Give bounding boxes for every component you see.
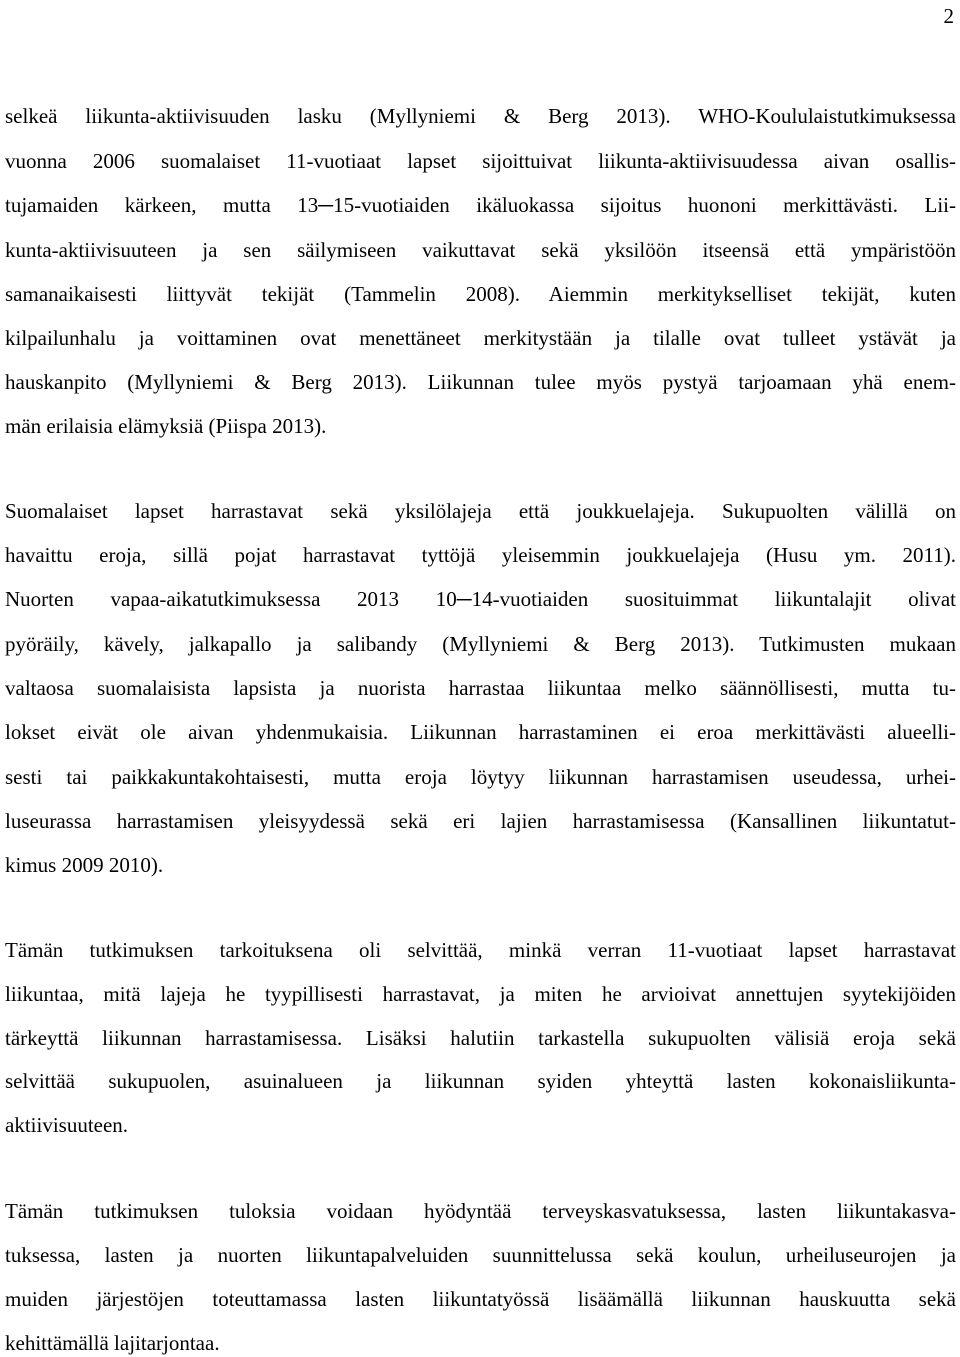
text-line: Tämän tutkimuksen tarkoituksena oli selvittää, minkä verran 11-vuotiaat lapset harrastavat [5,938,956,962]
text-line: Nuorten vapaa-aikatutkimuksessa 2013 10─14-vuotiaiden suosituimmat liikuntalajit olivat [5,587,956,611]
text-line: lokset eivät ole aivan yhdenmukaisia. Liikunnan harrastaminen ei eroa merkittävästi alueelli- [5,720,956,744]
text-line: män erilaisia elämyksiä (Piispa 2013). [5,414,327,438]
text-line: kimus 2009 2010). [5,853,164,877]
text-line: kunta-aktiivisuuteen ja sen säilymiseen vaikuttavat sekä yksilöön itseensä että ympäristöön [5,238,956,262]
text-line: luseurassa harrastamisen yleisyydessä sekä eri lajien harrastamisessa (Kansallinen liikuntatut- [5,809,956,833]
text-line: kehittämällä lajitarjontaa. [5,1331,220,1355]
text-line: Suomalaiset lapset harrastavat sekä yksilölajeja että joukkuelajeja. Sukupuolten välillä on [5,499,956,523]
text-line: valtaosa suomalaisista lapsista ja nuorista harrastaa liikuntaa melko säännöllisesti, mutta tu- [5,676,956,700]
text-line: liikuntaa, mitä lajeja he tyypillisesti harrastavat, ja miten he arvioivat annettujen syytekijöiden [5,982,956,1006]
text-line: tärkeyttä liikunnan harrastamisessa. Lisäksi halutiin tarkastella sukupuolten välisiä eroja sekä [5,1026,956,1050]
text-line: Tämän tutkimuksen tuloksia voidaan hyödyntää terveyskasvatuksessa, lasten liikuntakasva- [5,1199,956,1223]
text-line: selvittää sukupuolen, asuinalueen ja liikunnan syiden yhteyttä lasten kokonaisliikunta- [5,1069,956,1093]
text-line: pyöräily, kävely, jalkapallo ja salibandy (Myllyniemi & Berg 2013). Tutkimusten mukaan [5,632,956,656]
text-line: hauskanpito (Myllyniemi & Berg 2013). Liikunnan tulee myös pystyä tarjoamaan yhä enem- [5,370,956,394]
text-line: kilpailunhalu ja voittaminen ovat menettäneet merkitystään ja tilalle ovat tulleet ystävät ja [5,326,956,350]
text-line: sesti tai paikkakuntakohtaisesti, mutta eroja löytyy liikunnan harrastamisen useudessa, urhei- [5,765,956,789]
text-line: havaittu eroja, sillä pojat harrastavat tyttöjä yleisemmin joukkuelajeja (Husu ym. 2011). [5,543,956,567]
text-line: aktiivisuuteen. [5,1113,129,1137]
page-number: 2 [943,4,954,28]
text-line: muiden järjestöjen toteuttamassa lasten liikuntatyössä lisäämällä liikunnan hauskuutta sekä [5,1287,956,1311]
text-line: vuonna 2006 suomalaiset 11-vuotiaat lapset sijoittuivat liikunta-aktiivisuudessa aivan osallis- [5,149,956,173]
text-line: tuksessa, lasten ja nuorten liikuntapalveluiden suunnittelussa sekä koulun, urheiluseurojen ja [5,1243,956,1267]
text-line: samanaikaisesti liittyvät tekijät (Tammelin 2008). Aiemmin merkitykselliset tekijät, kuten [5,282,956,306]
text-line: tujamaiden kärkeen, mutta 13─15-vuotiaiden ikäluokassa sijoitus huononi merkittävästi. Lii- [5,193,956,217]
text-line: selkeä liikunta-aktiivisuuden lasku (Myllyniemi & Berg 2013). WHO-Koululaistutkimuksessa [5,104,956,128]
